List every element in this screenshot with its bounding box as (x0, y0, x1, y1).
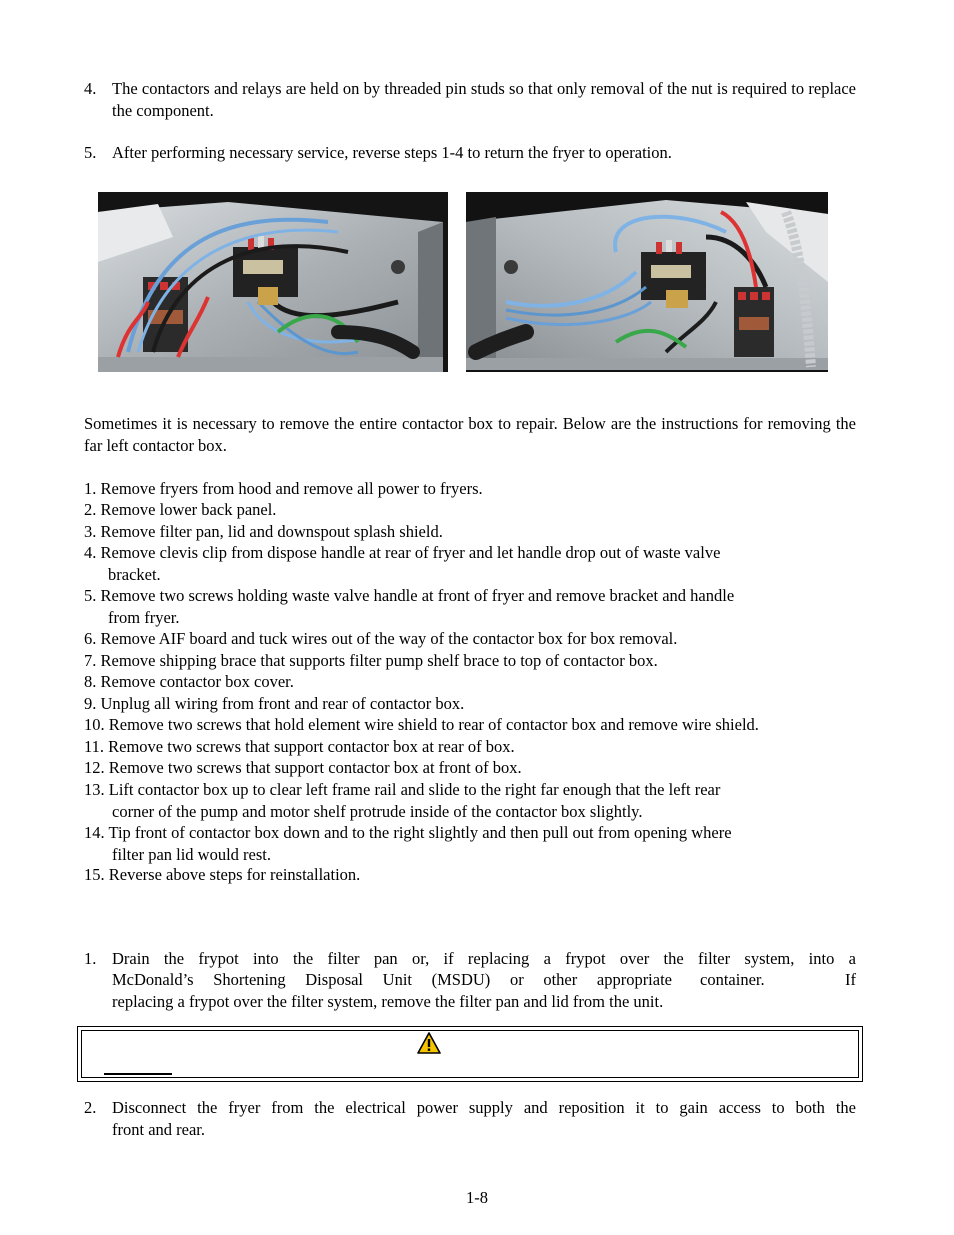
list-item (84, 628, 864, 650)
list-item-text: 9. Unplug all wiring from front and rear of contactor box. (84, 694, 465, 713)
list-item-continuation: bracket. (108, 564, 161, 584)
list-item-continuation: corner of the pump and motor shelf protrude inside of the contactor box slightly. (112, 801, 643, 821)
step-number: 4. (84, 79, 97, 98)
step-text-line2a: McDonald’s Shortening Disposal Unit (MSDU) or other appropriate (112, 970, 672, 989)
list-item-text: 6. Remove AIF board and tuck wires out of the way of the contactor box for box removal. (84, 629, 678, 648)
list-item-text: 14. Tip front of contactor box down and to the right slightly and then pull out from opening where (84, 823, 732, 842)
list-item (84, 693, 864, 715)
list-item (84, 521, 864, 543)
list-item-text: 7. Remove shipping brace that supports filter pump shelf brace to top of contactor box. (84, 651, 658, 670)
list-item (84, 864, 864, 886)
list-item-text: 2. Remove lower back panel. (84, 500, 277, 519)
list-item-text: 5. Remove two screws holding waste valve handle at front of fryer and remove bracket and handle (84, 586, 735, 605)
contactor-box-photo-right-image (466, 192, 828, 372)
list-item-text: 10. Remove two screws that hold element wire shield to rear of contactor box and remove wire shield. (84, 715, 759, 734)
list-item (84, 822, 864, 865)
warning-box-inner-border (81, 1030, 859, 1078)
step-text: The contactors and relays are held on by threaded pin studs so that only removal of the nut is required to replace the component. (112, 79, 856, 120)
list-item-text: 12. Remove two screws that support contactor box at front of box. (84, 758, 522, 777)
step-text-line2b: container. If (700, 970, 856, 989)
page-number: 1-8 (466, 1188, 488, 1207)
list-item-text: 11. Remove two screws that support contactor box at rear of box. (84, 737, 515, 756)
intro-paragraph: Sometimes it is necessary to remove the entire contactor box to repair. Below are the instructions for removing the far left contactor box. (84, 414, 856, 455)
list-item-text: 8. Remove contactor box cover. (84, 672, 294, 691)
step-number: 1. (84, 949, 97, 968)
list-item (84, 736, 864, 758)
step-text-line2: front and rear. (112, 1120, 205, 1139)
step-text: After performing necessary service, reverse steps 1-4 to return the fryer to operation. (112, 143, 672, 162)
warning-triangle-icon (417, 1032, 441, 1054)
step-text-line1: Drain the frypot into the filter pan or, if replacing a frypot over the filter system, into a (112, 949, 856, 968)
list-item (84, 714, 864, 736)
contactor-box-photo-right (466, 192, 828, 372)
list-item (84, 542, 864, 585)
step-text-line1: Disconnect the fryer from the electrical power supply and reposition it to gain access to both the (112, 1098, 856, 1117)
warning-underline (104, 1073, 172, 1075)
step-number: 2. (84, 1098, 97, 1117)
list-item-continuation: filter pan lid would rest. (112, 844, 272, 864)
list-item (84, 671, 864, 693)
list-item-continuation: from fryer. (108, 607, 180, 627)
list-item-text: 4. Remove clevis clip from dispose handle at rear of fryer and let handle drop out of waste valve (84, 543, 721, 562)
step-text-line3: replacing a frypot over the filter system, remove the filter pan and lid from the unit. (112, 992, 664, 1011)
list-item (84, 779, 864, 822)
list-item (84, 650, 864, 672)
warning-box (77, 1026, 863, 1082)
list-item (84, 585, 864, 628)
list-item (84, 499, 864, 521)
list-item (84, 478, 864, 500)
contactor-box-photo-left (98, 192, 448, 372)
list-item-text: 1. Remove fryers from hood and remove all power to fryers. (84, 479, 483, 498)
step-number: 5. (84, 143, 97, 162)
list-item (84, 757, 864, 779)
list-item-text: 15. Reverse above steps for reinstallation. (84, 865, 361, 884)
list-item-text: 13. Lift contactor box up to clear left frame rail and slide to the right far enough that the left rear (84, 780, 721, 799)
list-item-text: 3. Remove filter pan, lid and downspout splash shield. (84, 522, 443, 541)
contactor-box-photo-left-image (98, 192, 448, 372)
